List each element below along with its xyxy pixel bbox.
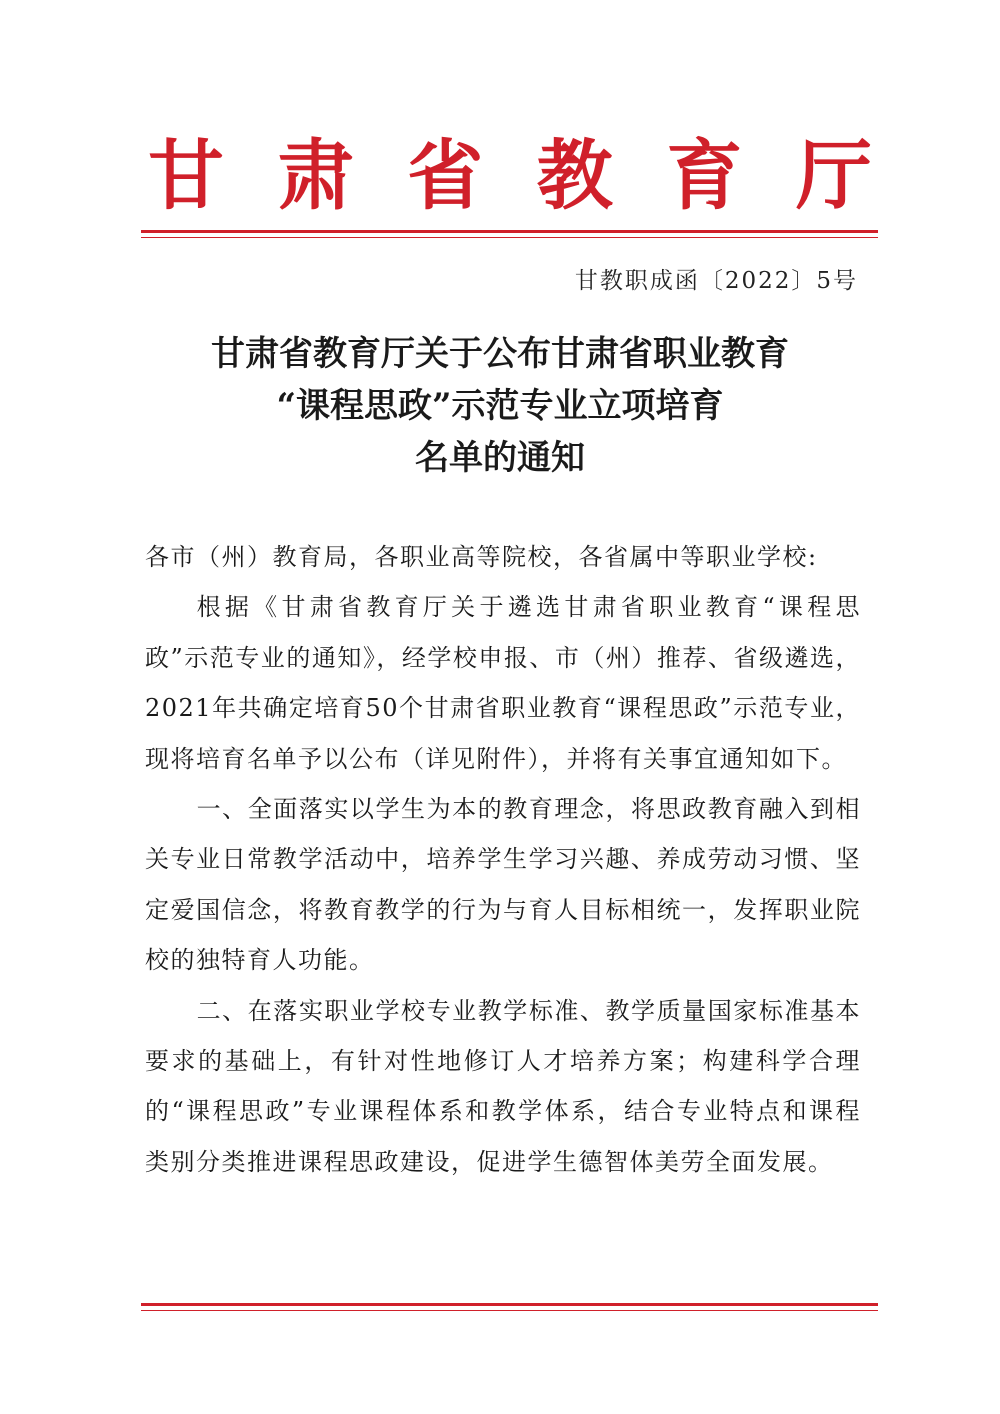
salutation: 各市（州）教育局，各职业高等院校，各省属中等职业学校: <box>145 543 818 571</box>
notice-title-line: 甘肃省教育厅关于公布甘肃省职业教育 <box>211 334 789 374</box>
body-paragraph-item-2: 二、在落实职业学校专业教学标准、教学质量国家标准基本要求的基础上，有针对性地修订人才培养方案；构建科学合理的“课程思政”专业课程体系和教学体系，结合专业特点和课程类别分类推进课程思政建设，促进学生德智体美劳全面发展。 <box>145 996 861 1176</box>
document-number: 甘教职成函〔2022〕5号 <box>574 268 858 294</box>
footer-divider-thick <box>141 1303 878 1306</box>
body-paragraph-intro: 根据《甘肃省教育厅关于遴选甘肃省职业教育“课程思政”示范专业的通知》，经学校申报、市（州）推荐、省级遴选，2021年共确定培育50个甘肃省职业教育“课程思政”示范专业，现将培育名单予以公布（详见附件），并将有关事宜通知如下。 <box>145 593 861 773</box>
footer-divider-thin <box>141 1310 878 1311</box>
header-char: 肃 <box>277 131 354 220</box>
header-char: 省 <box>407 131 484 220</box>
document-body <box>145 532 861 1187</box>
header-char: 育 <box>666 131 743 220</box>
body-paragraph-item-1: 一、全面落实以学生为本的教育理念，将思政教育融入到相关专业日常教学活动中，培养学生学习兴趣、养成劳动习惯、坚定爱国信念，将教育教学的行为与育人目标相统一，发挥职业院校的独特育人功能。 <box>145 795 861 975</box>
header-divider-thin <box>141 237 878 238</box>
header-char: 厅 <box>795 131 872 220</box>
header-char: 教 <box>536 131 613 220</box>
header-divider-thick <box>141 230 878 233</box>
notice-title <box>120 328 880 484</box>
issuing-authority-header <box>140 128 880 224</box>
notice-title-line: “课程思政”示范专业立项培育 <box>276 386 724 426</box>
header-char: 甘 <box>148 131 224 220</box>
notice-title-line: 名单的通知 <box>415 438 585 478</box>
